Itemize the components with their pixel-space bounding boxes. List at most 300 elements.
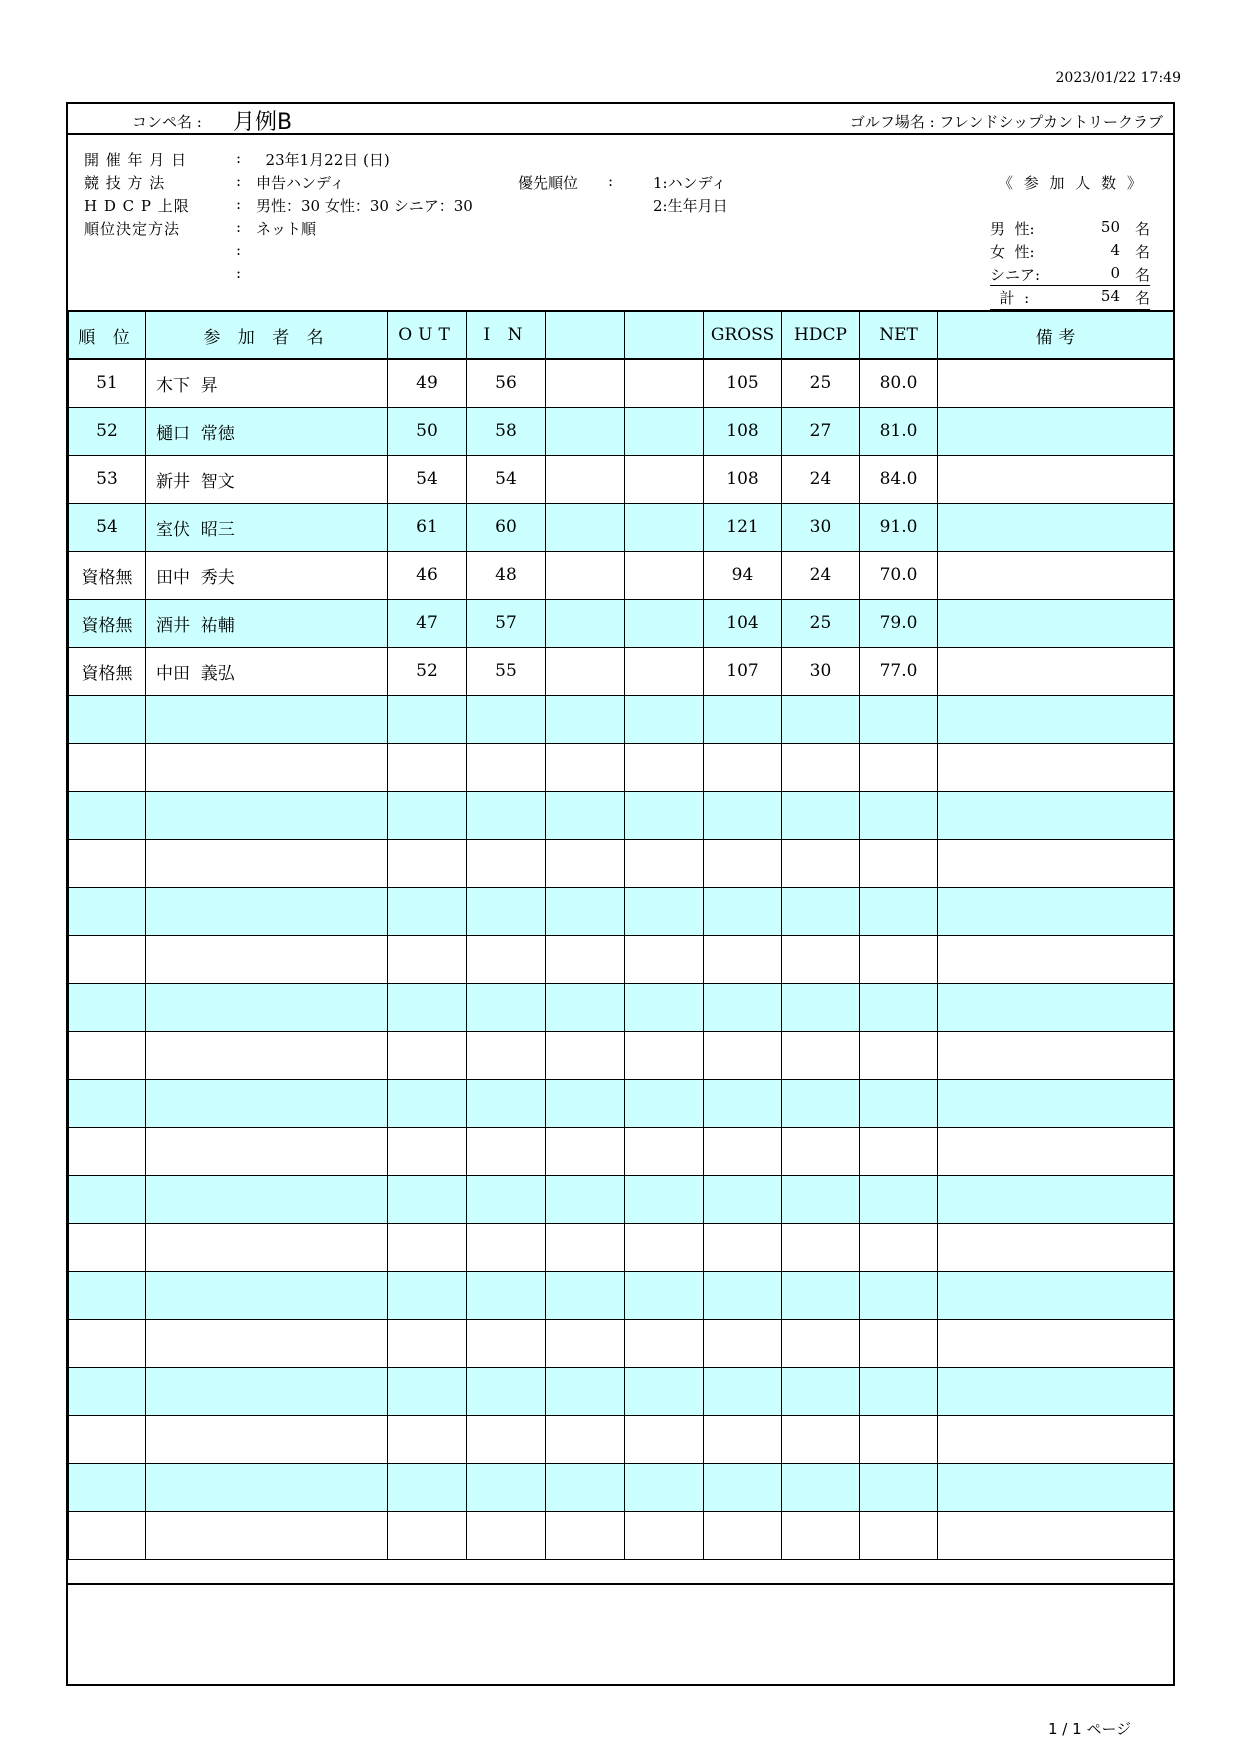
rank-cell: 52 — [69, 407, 146, 455]
hdcp-limit-label: H D C P 上限 — [84, 197, 190, 215]
net-cell — [860, 1127, 938, 1175]
hdcp-cell: 27 — [782, 407, 860, 455]
net-cell — [860, 1367, 938, 1415]
rank-cell — [69, 1367, 146, 1415]
empty-table-row — [69, 1511, 1174, 1559]
remarks-cell — [938, 1463, 1174, 1511]
empty-table-row — [69, 1367, 1174, 1415]
competition-label: コンペ名 : — [132, 113, 202, 131]
blank-cell — [625, 1175, 704, 1223]
out-score-cell — [388, 839, 467, 887]
table-row — [69, 599, 1174, 647]
count-label: 男 性: — [990, 220, 1035, 238]
player-name-cell — [146, 1223, 388, 1271]
empty-table-row — [69, 983, 1174, 1031]
blank-cell — [625, 647, 704, 695]
remarks-box-divider — [68, 1583, 1173, 1585]
gross-cell — [704, 1079, 782, 1127]
net-cell — [860, 1319, 938, 1367]
count-unit: 名 — [1134, 220, 1150, 238]
out-score-cell — [388, 695, 467, 743]
hdcp-cell — [782, 1175, 860, 1223]
out-score-cell — [388, 1223, 467, 1271]
rank-cell: 資格無 — [69, 599, 146, 647]
blank-cell — [625, 1079, 704, 1127]
colon: : — [236, 218, 242, 236]
player-name-cell — [146, 743, 388, 791]
blank-cell — [546, 1223, 625, 1271]
hdcp-cell — [782, 983, 860, 1031]
gross-cell — [704, 1463, 782, 1511]
out-score-cell: 52 — [388, 647, 467, 695]
rank-cell — [69, 743, 146, 791]
header-net: NET — [860, 311, 938, 359]
count-label: シニア: — [990, 266, 1041, 284]
count-value: 4 — [1110, 241, 1120, 259]
net-cell — [860, 791, 938, 839]
blank-cell — [546, 983, 625, 1031]
table-row — [69, 647, 1174, 695]
hdcp-cell — [782, 791, 860, 839]
competition-info — [68, 135, 1173, 310]
empty-table-row — [69, 887, 1174, 935]
blank-cell — [625, 743, 704, 791]
hdcp-cell — [782, 1223, 860, 1271]
out-score-cell — [388, 1511, 467, 1559]
blank-cell — [546, 599, 625, 647]
player-name-cell: 新井 智文 — [146, 455, 388, 503]
out-score-cell — [388, 1271, 467, 1319]
player-name-cell — [146, 1079, 388, 1127]
out-score-cell — [388, 935, 467, 983]
table-header-row — [69, 311, 1174, 359]
gross-cell: 121 — [704, 503, 782, 551]
golf-course-name: ゴルフ場名 : フレンドシップカントリークラブ — [849, 113, 1163, 131]
empty-table-row — [69, 1175, 1174, 1223]
player-name-cell — [146, 1127, 388, 1175]
blank-cell — [625, 1319, 704, 1367]
hdcp-cell — [782, 935, 860, 983]
net-cell: 81.0 — [860, 407, 938, 455]
hdcp-cell — [782, 887, 860, 935]
net-cell — [860, 935, 938, 983]
colon: : — [236, 241, 242, 259]
gross-cell — [704, 1511, 782, 1559]
hdcp-cell — [782, 1463, 860, 1511]
hdcp-cell: 30 — [782, 503, 860, 551]
remarks-cell — [938, 791, 1174, 839]
blank-cell — [546, 1319, 625, 1367]
player-name-cell: 木下 昇 — [146, 359, 388, 407]
out-score-cell — [388, 887, 467, 935]
net-cell — [860, 1175, 938, 1223]
in-score-cell — [467, 839, 546, 887]
blank-cell — [625, 407, 704, 455]
hdcp-cell: 25 — [782, 359, 860, 407]
remarks-cell — [938, 1223, 1174, 1271]
remarks-cell — [938, 647, 1174, 695]
out-score-cell — [388, 1127, 467, 1175]
remarks-cell — [938, 743, 1174, 791]
remarks-cell — [938, 503, 1174, 551]
table-row — [69, 551, 1174, 599]
blank-cell — [625, 503, 704, 551]
header-name: 参 加 者 名 — [146, 311, 388, 359]
count-label: 計 : — [990, 289, 1030, 307]
in-score-cell: 54 — [467, 455, 546, 503]
blank-cell — [625, 983, 704, 1031]
net-cell — [860, 839, 938, 887]
hdcp-cell — [782, 1079, 860, 1127]
gross-cell — [704, 743, 782, 791]
count-value: 54 — [1100, 287, 1120, 305]
in-score-cell — [467, 1319, 546, 1367]
player-name-cell: 中田 義弘 — [146, 647, 388, 695]
rank-cell — [69, 983, 146, 1031]
blank-cell — [625, 1511, 704, 1559]
in-score-cell — [467, 1079, 546, 1127]
results-body — [69, 359, 1174, 1559]
in-score-cell — [467, 935, 546, 983]
net-cell — [860, 1031, 938, 1079]
blank-cell — [625, 695, 704, 743]
gross-cell — [704, 1223, 782, 1271]
rank-cell — [69, 1079, 146, 1127]
empty-table-row — [69, 743, 1174, 791]
blank-cell — [546, 1127, 625, 1175]
remarks-cell — [938, 1175, 1174, 1223]
hdcp-cell — [782, 1127, 860, 1175]
remarks-cell — [938, 551, 1174, 599]
rank-cell — [69, 1175, 146, 1223]
gross-cell: 104 — [704, 599, 782, 647]
empty-table-row — [69, 1079, 1174, 1127]
blank-cell — [546, 455, 625, 503]
rank-cell: 54 — [69, 503, 146, 551]
net-cell: 70.0 — [860, 551, 938, 599]
in-score-cell — [467, 1031, 546, 1079]
rank-cell: 51 — [69, 359, 146, 407]
blank-cell — [625, 1127, 704, 1175]
blank-cell — [546, 1511, 625, 1559]
out-score-cell: 50 — [388, 407, 467, 455]
player-name-cell — [146, 1031, 388, 1079]
blank-cell — [546, 695, 625, 743]
out-score-cell: 61 — [388, 503, 467, 551]
ranking-method-value: ネット順 — [256, 220, 317, 238]
empty-table-row — [69, 935, 1174, 983]
hdcp-cell — [782, 1319, 860, 1367]
table-row — [69, 503, 1174, 551]
net-cell — [860, 1271, 938, 1319]
empty-table-row — [69, 1319, 1174, 1367]
in-score-cell: 60 — [467, 503, 546, 551]
rank-cell: 53 — [69, 455, 146, 503]
rank-cell — [69, 1415, 146, 1463]
count-value: 0 — [1110, 264, 1120, 282]
priority-label: 優先順位 — [518, 174, 579, 192]
empty-table-row — [69, 791, 1174, 839]
empty-table-row — [69, 839, 1174, 887]
player-name-cell — [146, 1175, 388, 1223]
header-blank — [625, 311, 704, 359]
blank-cell — [625, 1223, 704, 1271]
gross-cell — [704, 1367, 782, 1415]
count-unit: 名 — [1134, 243, 1150, 261]
net-cell: 84.0 — [860, 455, 938, 503]
out-score-cell: 46 — [388, 551, 467, 599]
hdcp-cell — [782, 1031, 860, 1079]
remarks-cell — [938, 455, 1174, 503]
blank-cell — [546, 359, 625, 407]
colon: : — [236, 172, 242, 190]
remarks-cell — [938, 407, 1174, 455]
in-score-cell — [467, 983, 546, 1031]
out-score-cell: 54 — [388, 455, 467, 503]
blank-cell — [625, 1031, 704, 1079]
in-score-cell: 55 — [467, 647, 546, 695]
player-name-cell — [146, 695, 388, 743]
rank-cell — [69, 1463, 146, 1511]
blank-cell — [625, 887, 704, 935]
net-cell — [860, 1463, 938, 1511]
out-score-cell — [388, 1175, 467, 1223]
blank-cell — [546, 647, 625, 695]
blank-cell — [546, 1415, 625, 1463]
blank-cell — [546, 503, 625, 551]
in-score-cell — [467, 1367, 546, 1415]
blank-cell — [546, 407, 625, 455]
hdcp-cell: 30 — [782, 647, 860, 695]
hdcp-cell — [782, 839, 860, 887]
title-bar — [68, 104, 1173, 135]
blank-cell — [625, 791, 704, 839]
player-name-cell — [146, 1463, 388, 1511]
rank-cell — [69, 1271, 146, 1319]
remarks-cell — [938, 1271, 1174, 1319]
table-row — [69, 359, 1174, 407]
rank-cell — [69, 935, 146, 983]
remarks-cell — [938, 1031, 1174, 1079]
in-score-cell: 56 — [467, 359, 546, 407]
in-score-cell — [467, 695, 546, 743]
priority-1: 1:ハンディ — [653, 174, 727, 192]
remarks-cell — [938, 935, 1174, 983]
blank-cell — [546, 1079, 625, 1127]
hdcp-cell — [782, 1367, 860, 1415]
gross-cell — [704, 1031, 782, 1079]
player-name-cell — [146, 983, 388, 1031]
count-male — [990, 218, 1150, 238]
header-blank — [546, 311, 625, 359]
hdcp-cell: 25 — [782, 599, 860, 647]
empty-table-row — [69, 1127, 1174, 1175]
rank-cell — [69, 1511, 146, 1559]
printed-timestamp: 2023/01/22 17:49 — [1055, 70, 1181, 86]
gross-cell — [704, 935, 782, 983]
rank-cell — [69, 1127, 146, 1175]
blank-cell — [625, 1367, 704, 1415]
blank-cell — [625, 1271, 704, 1319]
results-sheet — [66, 102, 1175, 1686]
date-value: 23年1月22日 (日) — [256, 151, 390, 169]
net-cell — [860, 743, 938, 791]
in-score-cell — [467, 743, 546, 791]
in-score-cell — [467, 791, 546, 839]
empty-table-row — [69, 1415, 1174, 1463]
blank-cell — [546, 743, 625, 791]
in-score-cell — [467, 1223, 546, 1271]
remarks-cell — [938, 839, 1174, 887]
priority-2: 2:生年月日 — [653, 197, 728, 215]
blank-cell — [625, 551, 704, 599]
player-name-cell — [146, 1271, 388, 1319]
gross-cell — [704, 1127, 782, 1175]
out-score-cell — [388, 1031, 467, 1079]
blank-cell — [546, 1175, 625, 1223]
count-female — [990, 241, 1150, 261]
gross-cell: 107 — [704, 647, 782, 695]
gross-cell: 94 — [704, 551, 782, 599]
player-name-cell: 酒井 祐輔 — [146, 599, 388, 647]
remarks-cell — [938, 359, 1174, 407]
gross-cell: 105 — [704, 359, 782, 407]
blank-cell — [546, 1463, 625, 1511]
header-remarks: 備 考 — [938, 311, 1174, 359]
in-score-cell: 57 — [467, 599, 546, 647]
colon: : — [236, 264, 242, 282]
colon: : — [236, 195, 242, 213]
gross-cell — [704, 695, 782, 743]
out-score-cell — [388, 983, 467, 1031]
empty-table-row — [69, 1223, 1174, 1271]
count-senior — [990, 264, 1150, 284]
blank-cell — [546, 839, 625, 887]
count-unit: 名 — [1134, 266, 1150, 284]
blank-cell — [546, 791, 625, 839]
out-score-cell — [388, 1367, 467, 1415]
page-number: 1 / 1 ページ — [1048, 1720, 1132, 1738]
count-value: 50 — [1100, 218, 1120, 236]
blank-cell — [625, 599, 704, 647]
in-score-cell — [467, 1415, 546, 1463]
participant-count-title: 《 参 加 人 数 》 — [998, 174, 1145, 192]
out-score-cell — [388, 1463, 467, 1511]
header-rank: 順 位 — [69, 311, 146, 359]
gross-cell — [704, 1415, 782, 1463]
remarks-cell — [938, 1367, 1174, 1415]
gross-cell: 108 — [704, 455, 782, 503]
blank-cell — [546, 551, 625, 599]
net-cell: 77.0 — [860, 647, 938, 695]
net-cell — [860, 1079, 938, 1127]
net-cell: 79.0 — [860, 599, 938, 647]
in-score-cell — [467, 1511, 546, 1559]
empty-table-row — [69, 1031, 1174, 1079]
hdcp-cell — [782, 695, 860, 743]
player-name-cell — [146, 1367, 388, 1415]
count-label: 女 性: — [990, 243, 1035, 261]
net-cell: 80.0 — [860, 359, 938, 407]
competition-name: 月例B — [233, 110, 293, 135]
blank-cell — [625, 1463, 704, 1511]
net-cell — [860, 1223, 938, 1271]
hdcp-cell — [782, 1271, 860, 1319]
empty-table-row — [69, 1271, 1174, 1319]
in-score-cell — [467, 1271, 546, 1319]
ranking-method-label: 順位決定方法 — [84, 220, 181, 238]
blank-cell — [625, 359, 704, 407]
out-score-cell — [388, 1319, 467, 1367]
rank-cell: 資格無 — [69, 647, 146, 695]
rank-cell — [69, 695, 146, 743]
blank-cell — [546, 1367, 625, 1415]
out-score-cell — [388, 743, 467, 791]
table-row — [69, 407, 1174, 455]
remarks-cell — [938, 1079, 1174, 1127]
in-score-cell: 48 — [467, 551, 546, 599]
hdcp-cell — [782, 743, 860, 791]
date-label: 開 催 年 月 日 — [84, 151, 188, 169]
remarks-cell — [938, 1127, 1174, 1175]
header-in: I N — [467, 311, 546, 359]
out-score-cell — [388, 1079, 467, 1127]
gross-cell — [704, 887, 782, 935]
out-score-cell — [388, 1415, 467, 1463]
in-score-cell: 58 — [467, 407, 546, 455]
hdcp-cell: 24 — [782, 455, 860, 503]
out-score-cell — [388, 791, 467, 839]
gross-cell — [704, 1319, 782, 1367]
gross-cell: 108 — [704, 407, 782, 455]
in-score-cell — [467, 1127, 546, 1175]
out-score-cell: 47 — [388, 599, 467, 647]
rank-cell — [69, 1319, 146, 1367]
in-score-cell — [467, 887, 546, 935]
blank-cell — [546, 1031, 625, 1079]
blank-cell — [546, 887, 625, 935]
net-cell: 91.0 — [860, 503, 938, 551]
rank-cell — [69, 791, 146, 839]
method-value: 申告ハンディ — [256, 174, 345, 192]
gross-cell — [704, 839, 782, 887]
blank-cell — [546, 1271, 625, 1319]
player-name-cell — [146, 887, 388, 935]
rank-cell — [69, 1223, 146, 1271]
results-table — [68, 310, 1174, 1560]
count-divider — [990, 285, 1150, 286]
player-name-cell: 田中 秀夫 — [146, 551, 388, 599]
rank-cell — [69, 887, 146, 935]
rank-cell — [69, 1031, 146, 1079]
net-cell — [860, 983, 938, 1031]
player-name-cell — [146, 839, 388, 887]
gross-cell — [704, 1271, 782, 1319]
player-name-cell — [146, 1511, 388, 1559]
rank-cell — [69, 839, 146, 887]
net-cell — [860, 695, 938, 743]
gross-cell — [704, 791, 782, 839]
blank-cell — [625, 935, 704, 983]
hdcp-cell — [782, 1511, 860, 1559]
blank-cell — [625, 1415, 704, 1463]
header-hdcp: HDCP — [782, 311, 860, 359]
net-cell — [860, 887, 938, 935]
net-cell — [860, 1511, 938, 1559]
blank-cell — [625, 455, 704, 503]
remarks-cell — [938, 695, 1174, 743]
net-cell — [860, 1415, 938, 1463]
